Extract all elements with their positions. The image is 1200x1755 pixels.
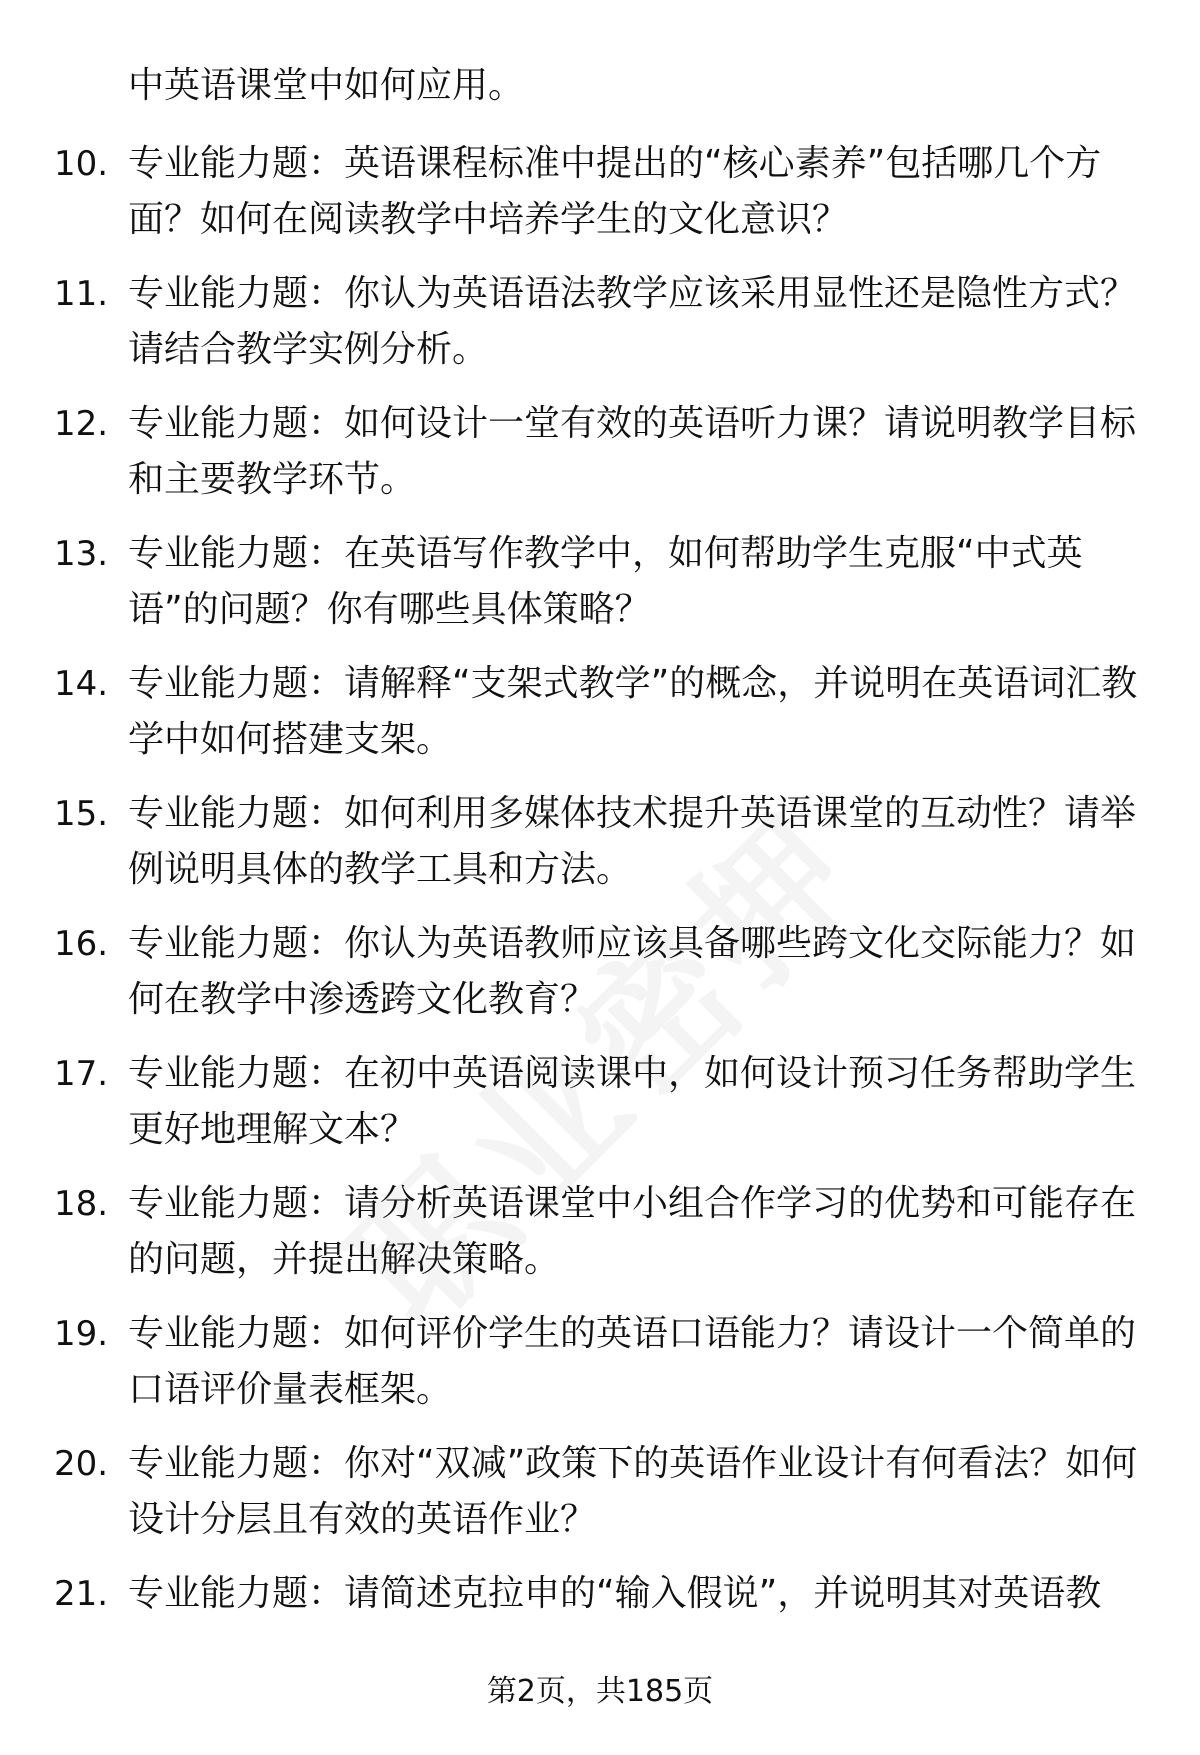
question-number: 13. bbox=[54, 534, 109, 574]
question-text: 专业能力题：如何评价学生的英语口语能力？请设计一个简单的口语评价量表框架。 bbox=[128, 1313, 1137, 1410]
question-text: 专业能力题：在初中英语阅读课中，如何设计预习任务帮助学生更好地理解文本？ bbox=[128, 1053, 1137, 1150]
question-number: 12. bbox=[54, 404, 109, 444]
question-number: 14. bbox=[54, 664, 109, 704]
question-item bbox=[0, 1176, 1200, 1306]
question-item bbox=[0, 1436, 1200, 1566]
continuation-line: 中英语课堂中如何应用。 bbox=[128, 65, 525, 106]
question-item bbox=[0, 916, 1200, 1046]
question-item bbox=[0, 136, 1200, 266]
question-text: 专业能力题：请简述克拉申的“输入假说”，并说明其对英语教 bbox=[128, 1573, 1102, 1614]
question-item bbox=[0, 1306, 1200, 1436]
question-number: 16. bbox=[54, 924, 109, 964]
question-item bbox=[0, 396, 1200, 526]
question-text: 专业能力题：你认为英语教师应该具备哪些跨文化交际能力？如何在教学中渗透跨文化教育？ bbox=[128, 923, 1137, 1020]
question-text: 专业能力题：请分析英语课堂中小组合作学习的优势和可能存在的问题，并提出解决策略。 bbox=[128, 1183, 1137, 1280]
question-item bbox=[0, 526, 1200, 656]
question-text: 专业能力题：如何设计一堂有效的英语听力课？请说明教学目标和主要教学环节。 bbox=[128, 403, 1137, 500]
question-number: 17. bbox=[54, 1054, 109, 1094]
question-list bbox=[0, 136, 1200, 1696]
question-text: 专业能力题：请解释“支架式教学”的概念，并说明在英语词汇教学中如何搭建支架。 bbox=[128, 663, 1138, 760]
question-number: 21. bbox=[54, 1574, 109, 1614]
question-text: 专业能力题：你对“双减”政策下的英语作业设计有何看法？如何设计分层且有效的英语作业？ bbox=[128, 1443, 1138, 1540]
question-number: 11. bbox=[54, 274, 109, 314]
question-item bbox=[0, 656, 1200, 786]
question-text: 专业能力题：英语课程标准中提出的“核心素养”包括哪几个方面？如何在阅读教学中培养学生的文化意识？ bbox=[128, 143, 1102, 240]
question-item bbox=[0, 266, 1200, 396]
question-item bbox=[0, 786, 1200, 916]
question-item bbox=[0, 1046, 1200, 1176]
question-number: 20. bbox=[54, 1444, 109, 1484]
page-footer: 第2页，共185页 bbox=[486, 1674, 714, 1709]
question-text: 专业能力题：在英语写作教学中，如何帮助学生克服“中式英语”的问题？你有哪些具体策略？ bbox=[128, 533, 1083, 630]
question-number: 19. bbox=[54, 1314, 109, 1354]
question-text: 专业能力题：如何利用多媒体技术提升英语课堂的互动性？请举例说明具体的教学工具和方法。 bbox=[128, 793, 1137, 890]
question-text: 专业能力题：你认为英语语法教学应该采用显性还是隐性方式？请结合教学实例分析。 bbox=[128, 273, 1137, 370]
question-number: 18. bbox=[54, 1184, 109, 1224]
question-number: 10. bbox=[54, 144, 109, 184]
question-number: 15. bbox=[54, 794, 109, 834]
